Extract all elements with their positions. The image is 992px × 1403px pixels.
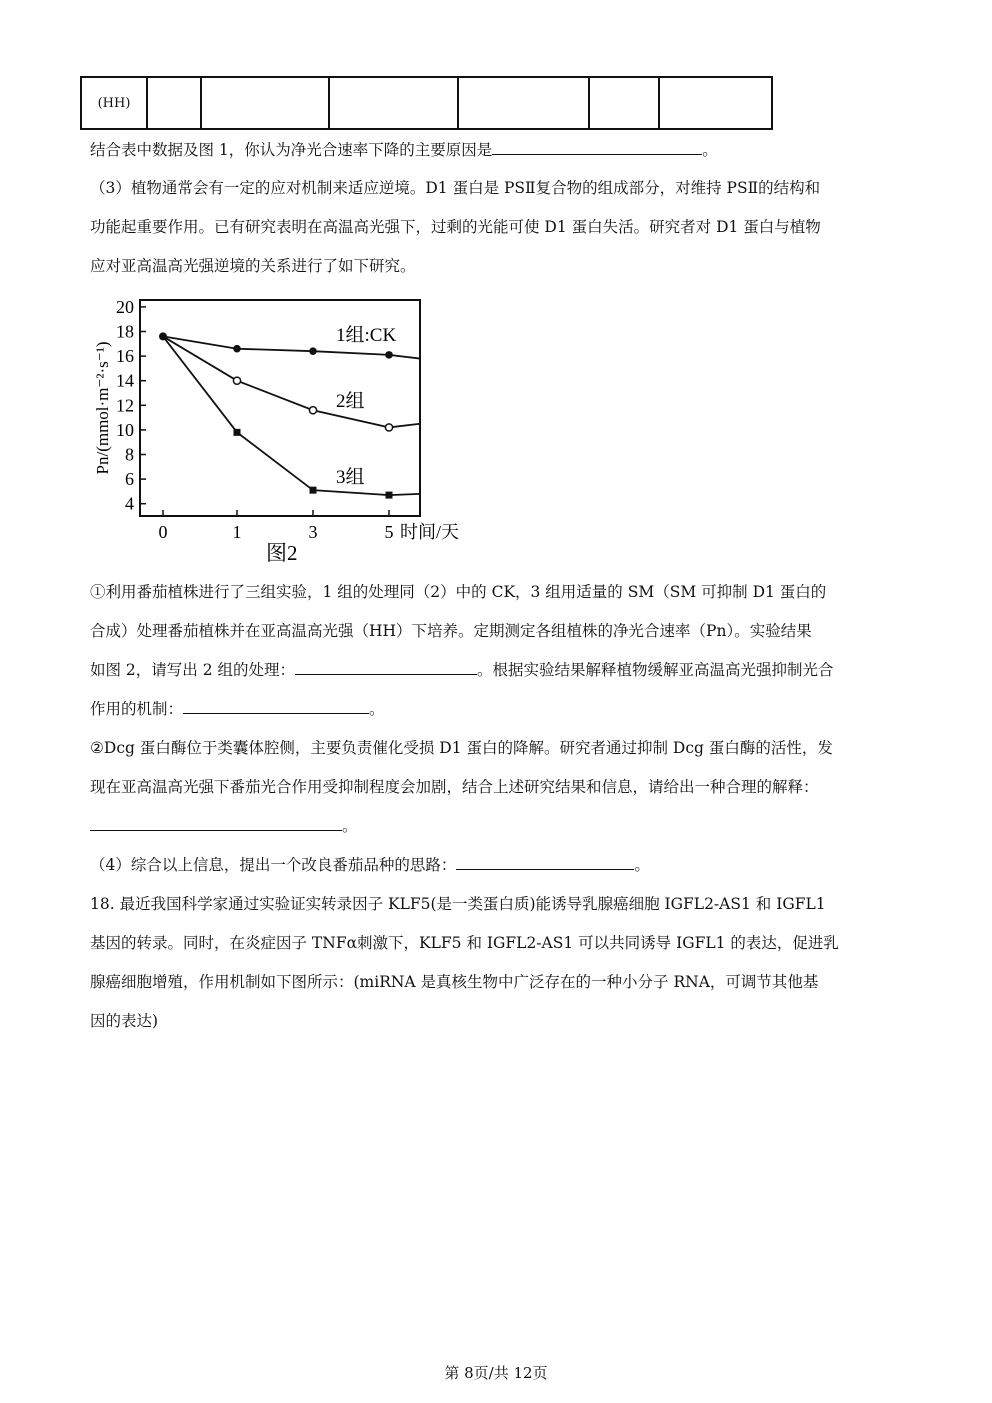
data-point xyxy=(234,429,241,436)
data-point xyxy=(385,424,392,431)
s1-line-2: 合成）处理番茄植株并在亚高温高光强（HH）下培养。定期测定各组植株的净光合速率（Pn）。实验结果 xyxy=(90,622,812,640)
y-tick-label: 4 xyxy=(125,493,134,514)
q18-line-3: 腺癌细胞增殖，作用机制如下图所示：(miRNA 是真核生物中广泛存在的一种小分子 RNA，可调节其他基 xyxy=(90,973,819,991)
q3-line-1: （3）植物通常会有一定的应对机制来适应逆境。D1 蛋白是 PSⅡ复合物的组成部分，对维持 PSⅡ的结构和 xyxy=(90,179,821,197)
table-row xyxy=(81,77,772,129)
answer-blank[interactable] xyxy=(492,140,702,155)
data-point xyxy=(386,492,393,499)
x-axis-label: 时间/天 xyxy=(400,522,460,542)
data-point xyxy=(385,351,393,359)
table-cell xyxy=(458,77,589,129)
answer-blank[interactable] xyxy=(90,816,342,831)
x-tick-label: 0 xyxy=(158,522,168,542)
q2-conclusion-line: 结合表中数据及图 1，你认为净光合速率下降的主要原因是 。 xyxy=(90,141,718,159)
x-tick-label: 1 xyxy=(232,522,242,542)
chart-series xyxy=(159,324,420,499)
data-point xyxy=(309,347,317,355)
q3-line-3: 应对亚高温高光强逆境的关系进行了如下研究。 xyxy=(90,257,416,275)
y-tick-label: 18 xyxy=(116,321,134,342)
s2-line-3: 。 xyxy=(90,816,902,836)
q18-line-1: 18. 最近我国科学家通过实验证实转录因子 KLF5(是一类蛋白质)能诱导乳腺癌细胞 IGFL2-AS1 和 IGFL1 xyxy=(90,895,826,913)
s1-line-4: 作用的机制： 。 xyxy=(90,700,385,718)
table-cell xyxy=(589,77,659,129)
series-label: 3组 xyxy=(336,467,365,488)
y-tick-label: 10 xyxy=(116,419,134,440)
y-tick-label: 16 xyxy=(116,346,134,367)
y-tick-label: 20 xyxy=(116,296,134,317)
data-point xyxy=(233,377,240,384)
data-point xyxy=(310,487,317,494)
y-ticks xyxy=(116,297,146,514)
q4-line: （4）综合以上信息，提出一个改良番茄品种的思路： 。 xyxy=(90,856,650,874)
s2-line-1: ②Dcg 蛋白酶位于类囊体腔侧，主要负责催化受损 D1 蛋白的降解。研究者通过抑制 Dcg 蛋白酶的活性，发 xyxy=(90,739,833,757)
table-cell xyxy=(147,77,201,129)
x-ticks xyxy=(159,510,394,542)
table-cell xyxy=(201,77,329,129)
y-tick-label: 14 xyxy=(116,370,134,391)
s2-line-2: 现在亚高温高光强下番茄光合作用受抑制程度会加剧，结合上述研究结果和信息，请给出一种合理的解释： xyxy=(90,778,819,796)
table-cell xyxy=(659,77,772,129)
figure-2-chart xyxy=(84,290,484,570)
s1-line-3: 如图 2，请写出 2 组的处理： 。根据实验结果解释植物缓解亚高温高光强抑制光合 xyxy=(90,661,834,679)
y-tick-label: 6 xyxy=(125,469,134,490)
table-cell-label: (HH) xyxy=(81,77,147,129)
q3-line-2: 功能起重要作用。已有研究表明在高温高光强下，过剩的光能可使 D1 蛋白失活。研究者对 D1 蛋白与植物 xyxy=(90,218,821,236)
table-cell xyxy=(329,77,458,129)
s1-line-1: ①利用番茄植株进行了三组实验，1 组的处理同（2）中的 CK，3 组用适量的 SM（SM 可抑制 D1 蛋白的 xyxy=(90,583,827,601)
x-tick-label: 3 xyxy=(308,522,318,542)
data-point xyxy=(233,345,241,353)
data-table xyxy=(80,76,773,130)
y-axis-label: Pn/(mmol·m⁻²·s⁻¹) xyxy=(93,341,112,475)
x-tick-label: 5 xyxy=(384,522,394,542)
answer-blank[interactable] xyxy=(295,660,477,675)
q18-line-4: 因的表达) xyxy=(90,1012,159,1030)
data-point xyxy=(309,407,316,414)
series-label: 1组:CK xyxy=(336,325,397,346)
answer-blank[interactable] xyxy=(183,699,369,714)
answer-blank[interactable] xyxy=(456,855,634,870)
figure-label: 图2 xyxy=(266,541,298,565)
q18-line-2: 基因的转录。同时，在炎症因子 TNFα刺激下，KLF5 和 IGFL2-AS1 可以共同诱导 IGFL1 的表达，促进乳 xyxy=(90,934,839,952)
y-tick-label: 8 xyxy=(125,444,134,465)
series-label: 2组 xyxy=(336,391,365,412)
y-tick-label: 12 xyxy=(116,395,134,416)
page-number: 第 8页/共 12页 xyxy=(444,1364,548,1382)
